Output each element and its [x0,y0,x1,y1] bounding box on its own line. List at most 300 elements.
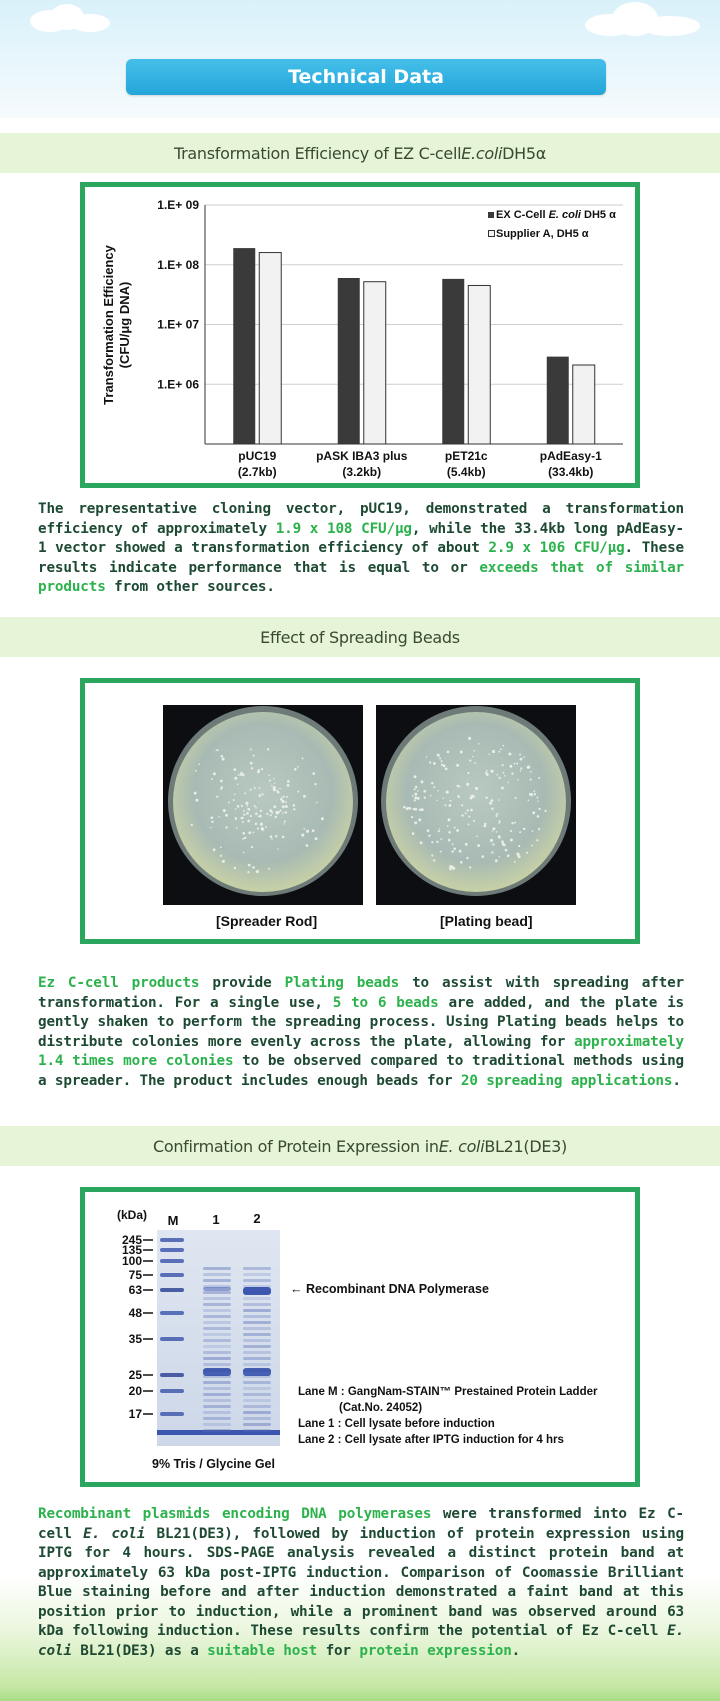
colony [433,762,436,765]
colony [469,866,471,868]
colony [468,823,470,825]
colony [235,808,237,810]
colony [287,784,290,787]
colony [241,805,243,807]
colony [492,830,494,832]
p3-highlight-2: suitable host [207,1642,318,1659]
x-tick-size-label: (5.4kb) [446,465,486,479]
p2-highlight-2: Plating beads [284,975,400,991]
colony [518,845,520,847]
lane-label-m: M [167,1213,179,1228]
colony [536,797,538,799]
colony [489,802,492,805]
recombinant-band-uninduced [203,1287,231,1291]
colony [220,788,222,790]
colony [217,749,219,751]
lane-band [243,1321,271,1324]
colony [433,786,435,788]
lane-band [203,1429,231,1432]
colony [533,790,535,792]
colony [283,796,285,798]
colony [248,864,251,867]
colony [496,774,498,776]
colony [271,838,272,839]
ladder-band [160,1248,184,1252]
y-tick-label: 1.E+ 08 [157,257,199,272]
colony [537,815,540,818]
colony [500,748,502,750]
bar-supplier-a-2 [468,285,490,444]
colony [220,847,222,849]
colony [414,775,417,778]
colony [514,822,516,824]
colony [260,810,262,812]
section-title-beads [0,617,720,657]
colony [495,815,497,817]
lane-band [203,1351,231,1354]
colony [242,838,244,840]
colony [273,786,276,789]
lane-band [243,1423,271,1426]
p3-text-5: . [511,1642,521,1659]
colony [456,829,459,832]
section-title-text: Effect of Spreading Beads [260,627,460,647]
lane-band [243,1297,271,1300]
colony [420,841,423,844]
colony [293,808,295,810]
p2-highlight-4: approximately 1.4 times more colonies [38,1033,684,1069]
colony [417,790,418,791]
lane-band [243,1357,271,1360]
marker-label-63: 63 [128,1283,142,1297]
plate-spreader-rod [163,705,363,905]
colony [448,839,451,842]
p2-text-5: . [672,1072,681,1089]
colony [242,832,245,835]
colony [255,823,257,825]
section-title-suffix: DH5α [502,143,547,163]
colony [251,767,253,769]
p1-highlight-1: 1.9 x 108 CFU/μg [275,520,412,537]
colony [260,823,263,826]
colony [306,830,309,833]
x-tick-size-label: (2.7kb) [237,465,277,479]
lane-band [243,1279,271,1282]
colony [519,754,521,756]
colony [442,798,444,800]
colony [273,805,276,808]
colony [501,786,504,789]
p3-italic-1: E. coli [83,1525,146,1542]
colony [532,830,534,832]
colony [469,759,471,761]
colony [237,805,240,808]
lane-band [203,1417,231,1420]
section-title-prefix: Transformation Efficiency of EZ C-cell [173,143,462,163]
colony [538,808,540,810]
colony [223,809,226,812]
colony [220,855,222,857]
lane-band [243,1273,271,1276]
lane-band [203,1267,231,1270]
section-title-italic: E. coli [438,1136,485,1156]
p3-text-2: BL21(DE3), followed by induction of protein expression using IPTG for 4 hours. SDS-PAGE analysis revealed a distinct protein band at approximately 63 kDa post-IPTG induction. Comparison of Coomassie Brilliant Blue staining before and after induction demonstrated a faint band at this position prior to induction, while a prominent band was observed around 63 kDa following induction. These results confirm the potential of Ez C-cell [38,1525,684,1639]
colony [414,796,417,799]
page-title: Technical Data [126,59,606,95]
paragraph-beads [38,974,684,1091]
colony [191,824,193,826]
p3-highlight-1: Recombinant plasmids encoding DNA polymerases [38,1506,432,1522]
colony [237,783,239,785]
lane-band [243,1339,271,1342]
colony [283,823,284,824]
colony [293,804,296,807]
colony [501,840,504,843]
paragraph-protein [38,1505,684,1661]
colony [470,809,473,812]
colony [285,801,287,803]
lane-band [243,1309,271,1312]
marker-label-35: 35 [128,1332,142,1346]
colony [477,844,480,847]
lane-label-1: 1 [212,1212,220,1227]
colony [194,792,197,795]
colony [259,787,261,789]
colony [306,844,309,847]
colony [210,827,211,828]
colony [461,814,463,816]
gel-unit-label: (kDa) [117,1208,148,1222]
x-tick-label: pUC19 [238,449,277,463]
colony [530,779,532,781]
colony [468,737,471,740]
p1-highlight-2: 2.9 x 106 CFU/μg [488,540,625,556]
colony [536,839,538,841]
colony [225,826,227,828]
colony [234,777,237,780]
marker-label-25: 25 [128,1368,142,1382]
marker-label-48: 48 [128,1306,142,1320]
colony [413,808,415,810]
colony [520,767,522,769]
lane-band [243,1267,271,1270]
colony [258,816,260,818]
colony [241,817,243,819]
colony [467,772,469,774]
colony [256,870,259,873]
colony [531,845,533,847]
colony [523,828,525,830]
colony [282,812,284,814]
section-title-suffix: BL21(DE3) [484,1136,568,1156]
lane-band [203,1303,231,1306]
lane-band [203,1357,231,1360]
marker-label-75: 75 [128,1268,142,1282]
colony [451,850,453,852]
colony [250,789,252,791]
colony [213,772,216,775]
colony [287,780,290,783]
lane-band [203,1339,231,1342]
colony [490,799,493,802]
x-tick-label: pET21c [444,449,488,463]
section-title-prefix: Confirmation of Protein Expression in [152,1136,439,1156]
colony [277,791,280,794]
chart-legend [488,209,616,240]
colony [454,827,456,829]
colony [474,762,476,764]
lane-band [203,1381,231,1384]
lane-band [203,1279,231,1282]
lane-label-2: 2 [253,1211,261,1226]
p2-text-2: to assist with spreading after transformation. For a single use, [38,975,684,1011]
colony [523,756,525,758]
colony [233,799,235,801]
colony [431,782,433,784]
colony [267,748,269,750]
colony [426,756,427,757]
colony [473,750,475,752]
colony [315,837,318,840]
colony [476,835,478,837]
lane-band [243,1303,271,1306]
colony [302,757,304,759]
colony [453,847,456,850]
colony [465,843,468,846]
colony [411,816,413,818]
colony [250,815,252,817]
ladder-band [160,1259,184,1263]
colony [234,867,236,869]
lane-band [243,1327,271,1330]
lane-band [203,1327,231,1330]
colony [437,754,440,757]
petri-dish-agar [173,712,353,892]
colony [457,795,460,798]
colony [270,835,273,838]
colony [505,849,508,852]
colony [449,865,452,868]
lane-band [243,1399,271,1402]
p3-text-3: BL21(DE3) as a [71,1642,208,1659]
colony [490,770,493,773]
legend-swatch-series-2 [489,231,495,237]
colony [502,764,504,766]
colony [467,809,469,811]
lane-band [203,1291,231,1294]
lane-band [243,1351,271,1354]
colony [440,851,442,853]
gel-legend-lane-m: Lane M : GangNam-STAIN™ Prestained Protein Ladder [298,1386,598,1398]
p2-text-4: to be observed compared to traditional methods using a spreader. The product includes enough beads for [38,1053,684,1089]
colony [253,755,255,757]
colony [510,839,513,842]
lane-band-major [203,1368,231,1376]
colony [257,828,259,830]
chart-frame [80,182,640,488]
lane-band [243,1411,271,1414]
marker-label-100: 100 [121,1254,142,1268]
colony [273,778,275,780]
bar-ez-c-cell-1 [338,278,360,444]
colony [269,780,271,782]
colony [403,806,406,809]
colony [448,831,451,834]
colony [430,795,432,797]
colony [251,846,253,848]
recombinant-band-arrow: ← Recombinant DNA Polymerase [290,1282,489,1296]
colony [436,799,438,801]
lane-band [243,1387,271,1390]
colony [461,804,463,806]
colony [252,866,255,869]
colony [243,852,245,854]
colony [508,752,511,755]
colony [239,773,242,776]
colony [459,850,462,853]
colony [244,792,246,794]
p1-text-1: The representative cloning vector, pUC19, demonstrated a transformation efficiency of approximately [38,501,684,537]
colony [449,867,452,870]
lane-band [203,1321,231,1324]
lane-band [243,1315,271,1318]
lane-band [243,1345,271,1348]
p1-highlight-3: exceeds that of similar products [38,559,684,595]
colony [233,768,236,771]
colony [274,783,275,784]
colony [472,756,474,758]
marker-label-135: 135 [121,1243,142,1257]
paragraph-transformation [38,500,684,598]
colony [498,799,500,801]
gel-caption: 9% Tris / Glycine Gel [152,1457,275,1471]
colony [431,841,433,843]
gel-frame [80,1187,640,1487]
colony [211,778,213,780]
colony [498,822,500,824]
colony [466,783,469,786]
colony [520,770,521,771]
colony [441,760,443,762]
colony [246,812,249,815]
colony [496,831,498,833]
colony [303,828,305,830]
ladder-band [160,1412,184,1416]
colony [457,785,460,788]
colony [449,804,452,807]
colony [314,783,316,785]
colony [538,828,540,830]
colony [518,855,521,858]
colony [414,793,417,796]
colony [485,797,487,799]
colony [266,813,268,815]
colony [452,867,455,870]
colony [471,795,474,798]
transformation-chart [85,187,635,483]
lane-band [203,1309,231,1312]
colony [507,854,510,857]
bar-ez-c-cell-2 [442,279,464,444]
colony [255,807,257,809]
colony [452,843,454,845]
colony [514,861,516,863]
colony [438,830,440,832]
colony [234,794,235,795]
p2-text-3: are added, and the plate is gently shaken to perform the spreading process. Using Plating beads helps to distribute colonies more evenly across the plate, allowing for [38,994,684,1050]
p2-highlight-3: 5 to 6 beads [332,994,439,1011]
colony [428,835,430,837]
colony [520,758,523,761]
x-tick-label: pASK IBA3 plus [316,449,408,463]
colony [484,825,486,827]
colony [527,766,530,769]
colony [478,743,480,745]
colony [492,843,494,845]
colony [312,829,315,832]
colony [537,801,538,802]
colony [280,798,283,801]
colony [303,795,306,798]
colony [447,751,450,754]
colony [282,836,285,839]
colony [460,861,463,864]
ladder-band [160,1373,184,1377]
lane-band [203,1297,231,1300]
plate-plating-bead [376,705,576,905]
colony [195,799,198,802]
sds-page-gel [85,1192,635,1482]
colony [247,808,250,811]
bar-supplier-a-3 [573,365,595,444]
lane-band [203,1393,231,1396]
colony [301,834,304,837]
colony [503,745,505,747]
colony [271,811,273,813]
colony [529,793,531,795]
colony [498,835,500,837]
x-tick-size-label: (3.2kb) [342,465,382,479]
colony [504,775,506,777]
bar-ez-c-cell-0 [233,248,255,444]
colony [496,813,498,815]
colony [511,822,513,824]
lane-band-major [243,1368,271,1376]
colony [261,828,264,831]
lane-band [203,1363,231,1366]
colony [498,751,500,753]
colony [445,804,447,806]
colony [486,773,489,776]
section-title-transformation [0,133,720,173]
colony [439,828,440,829]
colony [495,859,498,862]
colony [277,848,279,850]
colony [499,856,501,858]
colony [450,800,452,802]
colony [509,765,512,768]
colony [465,812,467,814]
colony [250,762,253,765]
lane-band [243,1393,271,1396]
petri-dish-agar [386,712,566,892]
colony [211,821,213,823]
colony [468,816,470,818]
colony [254,787,256,789]
section-title-protein [0,1126,720,1166]
p1-text-3: . These results indicate performance that is equal to or [38,540,685,576]
colony [220,780,223,783]
